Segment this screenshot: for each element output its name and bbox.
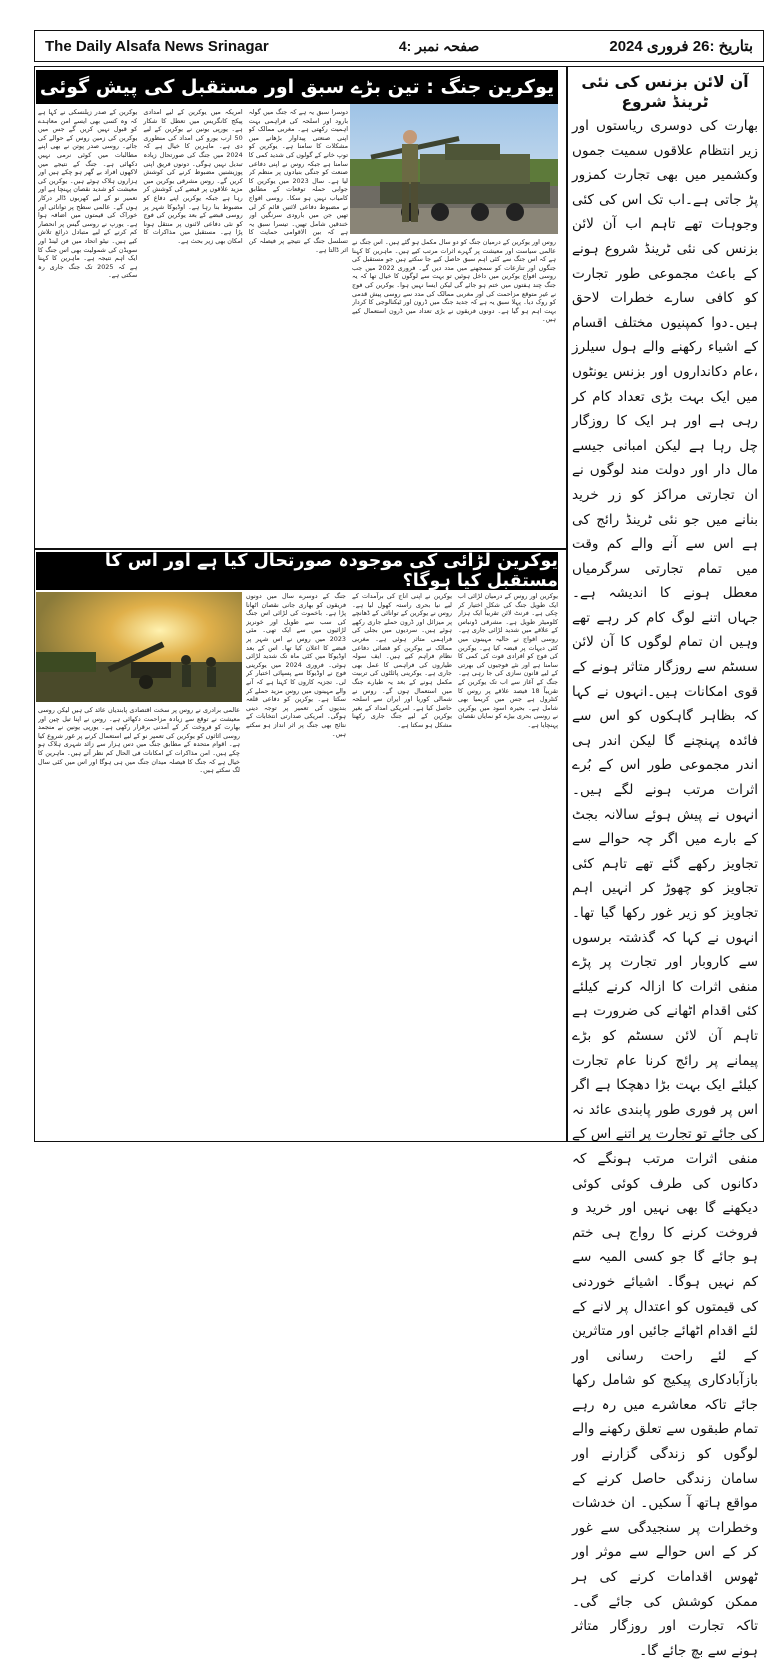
article1-columns-right bbox=[352, 238, 556, 544]
article1-text: امریکہ میں یوکرین کے لیے امدادی پیکج کانگریس میں تعطل کا شکار ہے۔ یورپی یونین نے یوکرین کے لیے 50 ارب یورو کی امداد کی منظوری دی ہے۔ ماہرین کا خیال ہے کہ 2024 میں جنگ کی صورتحال زیادہ تبدیل نہیں ہوگی۔ دونوں فریق اپنی پوزیشنیں مضبوط کرنے کی کوشش کریں گے۔ روس مشرقی یوکرین میں مزید علاقوں پر قبضے کی کوشش کر رہا ہے جبکہ یوکرین اپنے دفاع کو مضبوط بنا رہا ہے۔ اوڈیوکا شہر پر روسی قبضے کے بعد یوکرین کی فوج کو نئی دفاعی لائنوں پر منتقل ہونا پڑا ہے۔ مستقبل میں مذاکرات کا امکان بھی زیر بحث ہے۔ bbox=[143, 108, 243, 245]
article1-text: یوکرین کے صدر زیلنسکی نے کہا ہے کہ وہ کسی بھی ایسے امن معاہدے کو قبول نہیں کریں گے جس میں یوکرین کی زمین روس کے حوالے کی جائے۔ روسی صدر پوتن نے بھی اپنے مطالبات میں کوئی نرمی نہیں دکھائی ہے۔ جنگ کے نتیجے میں لاکھوں افراد بے گھر ہو چکے ہیں اور ہزاروں ہلاک ہوئے ہیں۔ یوکرین کی معیشت کو شدید نقصان پہنچا ہے اور تعمیر نو کے لیے کھربوں ڈالر درکار ہوں گے۔ عالمی سطح پر توانائی اور خوراک کی قیمتوں میں اضافہ ہوا ہے۔ یورپ نے روسی گیس پر انحصار کم کرنے کے لیے متبادل ذرائع تلاش کیے ہیں۔ نیٹو اتحاد میں فن لینڈ اور سویڈن کی شمولیت بھی اس جنگ کا ایک اہم نتیجہ ہے۔ ماہرین کا کہنا ہے کہ 2025 تک جنگ جاری رہ سکتی ہے۔ bbox=[38, 108, 138, 280]
newspaper-name: The Daily Alsafa News Srinagar bbox=[45, 37, 269, 55]
article2-text: جنگ کے دوسرے سال میں دونوں فریقوں کو بھاری جانی نقصان اٹھانا پڑا ہے۔ باخموت کی لڑائی اس جنگ کی سب سے طویل اور خونریز لڑائیوں میں سے ایک تھی۔ مئی 2023 میں روس نے اس شہر پر قبضے کا اعلان کیا تھا۔ اس کے بعد اوڈیوکا میں کئی ماہ تک شدید لڑائی ہوئی۔ فروری 2024 میں یوکرینی فوج نے اوڈیوکا سے پسپائی اختیار کر لی۔ تجزیہ کاروں کا کہنا ہے کہ آنے والے مہینوں میں روس مزید حملے کر سکتا ہے۔ یوکرین کو دفاعی قلعہ بندیوں کی تعمیر پر توجہ دینی ہوگی۔ امریکی صدارتی انتخابات کے نتائج بھی جنگ پر اثر انداز ہو سکتے ہیں۔ bbox=[246, 592, 346, 738]
article1-columns-left bbox=[38, 108, 348, 544]
article1-text: دوسرا سبق یہ ہے کہ جنگ میں گولہ بارود اور اسلحہ کی فراہمی بہت اہمیت رکھتی ہے۔ مغربی ممالک کو اپنی صنعتی پیداوار بڑھانے میں مشکلات کا سامنا ہے۔ یوکرین کو توپ خانے کے گولوں کی شدید کمی کا سامنا ہے جبکہ روس نے اپنی دفاعی صنعت کو جنگی بنیادوں پر منظم کر لیا ہے۔ سال 2023 میں یوکرین کا جوابی حملہ توقعات کے مطابق کامیاب نہیں ہو سکا۔ روسی افواج نے مضبوط دفاعی لائنیں قائم کر لی تھیں جن میں بارودی سرنگیں اور خندقیں شامل تھیں۔ تیسرا سبق یہ ہے کہ بین الاقوامی حمایت کا تسلسل جنگ کے نتیجے پر فیصلہ کن اثر ڈالتا ہے۔ bbox=[248, 108, 348, 254]
article1-column bbox=[38, 108, 137, 544]
article1-column bbox=[352, 238, 556, 544]
issue-date: بتاریخ :26 فروری 2024 bbox=[609, 38, 753, 55]
article3-body: بھارت کی دوسری ریاستوں اور زیر انتظام علاقوں سمیت جموں وکشمیر میں بھی تجارت کمزور پڑ جاتی ہے۔اب تک اس کی کئی وجوہات تھے تاہم اب آن لائن بزنس کی نئی ٹرینڈ شروع ہونے کے باعث مجموعی طور تجارت کو کافی سارے خطرات لاحق ہیں۔دوا کمپنیوں مختلف اقسام کے اشیاء رکھنے والے ہول سیلرز ،عام دکانداروں اور بزنس یونٹوں میں ایک بہت بڑی تعداد کام کر رہی ہے اور ہر ایک کا روزگار چل رہا ہے لیکن امبانی جیسے مال دار اور دولت مند لوگوں نے ان تجارتی مراکز کو زر خرید بنانے میں جو نئی ٹرینڈ رائج کی ہے اس سے آنے والے کم وقت میں تمام تجارتی سرگرمیاں معطل ہونے کا اندیشہ ہے۔ جہاں اتنے لوگ کام کر رہے تھے وہیں ان تمام لوگوں کا آن لائن سسٹم سے روزگار متاثر ہونے کے قوی امکانات ہیں۔انہوں نے کہا کہ بظاہر گاہکوں کو اس سے فائدہ پہنچنے گا لیکن اندر ہی اندر مجموعی طور اس کے بُرے اثرات مرتب ہونے لگے ہیں۔انہوں نے پیش ہوئے سالانہ بجٹ کے بارے میں اگر چہ حوالے سے تجاویز رکھے گئے تھے تاہم کئی تجاویز کو چھوڑ کر انہیں اہم تجاویز کو زیر غور رکھا گیا تھا۔انہوں نے کہا کہ گذشتہ برسوں سے کاروبار اور تجارت پر پڑے منفی اثرات کا ازالہ کرنے کیلئے کئی اقدام اٹھانے کی ضرورت ہے تاہم آن لائن سسٹم کو بڑے پیمانے پر رائج کرنا عام تجارت کیلئے ایک بہت بڑا دھچکا ہے اگر اس پر فوری طور پابندی عائد نہ کی جائے تو تجارت پر اتنے اس کے منفی اثرات مرتب ہونگے کہ دکانوں کی طرف کوئی کوئی دیکھنے گا بھی نہیں اور خرید و فروخت کرنے کا رواج ہی ختم ہو جائے گا جو کسی المیہ سے کم نہیں ہوگا۔ اشیائے خوردنی کی قیمتوں کو اعتدال پر لانے کے لئے اقدام اٹھائے جائیں اور متاثرین کے لئے راحت رسانی اور بازآبادکاری پیکیج کو شامل رکھا جائے تاکہ معاشرے میں رہ رہے تمام طبقوں سے تعلق رکھنے والے لوگوں کو زندگی گزارنے اور سامان زندگی حاصل کرنے کے مواقع ہاتھ آ سکیں۔ ان خدشات وخطرات پر سنجیدگی سے غور کر کے اس حوالے سے موثر اور ٹھوس اقدامات کرنے کی ہر ممکن کوشش کی جائے گی۔ تاکہ تجارت اور روزگار متاثر ہونے سے بچ جائے گا۔ bbox=[572, 118, 758, 1659]
article1-column bbox=[143, 108, 242, 544]
article1-column bbox=[249, 108, 348, 544]
article-divider bbox=[34, 548, 566, 550]
article1-text: روس اور یوکرین کے درمیان جنگ کو دو سال مکمل ہو گئے ہیں۔ اس جنگ نے عالمی سیاست اور معیشت پر گہرے اثرات مرتب کیے ہیں۔ ماہرین کا کہنا ہے کہ اس جنگ سے کئی اہم سبق حاصل کیے جا سکتے ہیں جو مستقبل کی جنگوں اور تنازعات کو سمجھنے میں مدد دیں گے۔ فروری 2022 میں جب روسی افواج یوکرین میں داخل ہوئیں تو بہت سے لوگوں کا خیال تھا کہ یہ جنگ چند ہفتوں میں ختم ہو جائے گی لیکن ایسا نہیں ہوا۔ یوکرین کی فوج نے غیر متوقع مزاحمت کی اور مغربی ممالک کی مدد سے روسی پیش قدمی کو روک دیا۔ پہلا سبق یہ ہے کہ جدید جنگ میں ڈرون اور ٹیکنالوجی کا کردار بہت اہم ہو گیا ہے۔ دونوں فریقوں نے بڑی تعداد میں ڈرون استعمال کیے ہیں۔ bbox=[352, 238, 556, 324]
page-number: صفحہ نمبر :4 bbox=[398, 37, 480, 54]
article2-photo bbox=[36, 592, 242, 702]
article2-columns-left bbox=[38, 706, 240, 1140]
article2-text: یوکرین اور روس کے درمیان لڑائی اب ایک طویل جنگ کی شکل اختیار کر چکی ہے۔ فرنٹ لائن تقریباً ایک ہزار کلومیٹر طویل ہے۔ مشرقی ڈونباس کے علاقے میں شدید لڑائی جاری ہے۔ روسی افواج نے حالیہ مہینوں میں کئی دیہات پر قبضہ کیا ہے۔ یوکرین کی فوج کو افرادی قوت کی کمی کا سامنا ہے اور نئے فوجیوں کی بھرتی کے لیے قانون سازی کی جا رہی ہے۔ جنگ کے آغاز سے اب تک یوکرین کے تقریباً 18 فیصد علاقے پر روس کا کنٹرول ہے جس میں کریمیا بھی شامل ہے۔ بحیرہ اسود میں یوکرین نے روسی بحری بیڑے کو نمایاں نقصان پہنچایا ہے۔ bbox=[458, 592, 558, 729]
article2-column bbox=[352, 592, 452, 1140]
article2-column bbox=[246, 592, 346, 1140]
article2-headline: یوکرین لڑائی کی موجودہ صورتحال کیا ہے اور اس کا مستقبل کیا ہوگا؟ bbox=[36, 552, 558, 590]
article2-column bbox=[458, 592, 558, 1140]
article1-photo bbox=[350, 104, 558, 234]
column-divider bbox=[566, 66, 568, 1142]
article2-columns-right bbox=[246, 592, 558, 1140]
article2-text: عالمی برادری نے روس پر سخت اقتصادی پابندیاں عائد کی ہیں لیکن روسی معیشت نے توقع سے زیادہ مزاحمت دکھائی ہے۔ روس نے اپنا تیل چین اور بھارت کو فروخت کر کے آمدنی برقرار رکھی ہے۔ یورپی یونین نے منجمد روسی اثاثوں کو یوکرین کی تعمیر نو کے لیے استعمال کرنے پر غور شروع کیا ہے۔ اقوام متحدہ کے مطابق جنگ میں دس ہزار سے زائد شہری ہلاک ہو چکے ہیں۔ امن مذاکرات کے امکانات فی الحال کم نظر آتے ہیں۔ ماہرین کا خیال ہے کہ جنگ کا فیصلہ میدان جنگ میں ہی ہوگا اور اس میں کئی سال لگ سکتے ہیں۔ bbox=[38, 706, 240, 775]
article2-text: یوکرین نے اپنی اناج کی برآمدات کے لیے نیا بحری راستہ کھول لیا ہے۔ روس نے یوکرین کے توانائی کے ڈھانچے پر میزائل اور ڈرون حملے جاری رکھے ہوئے ہیں۔ سردیوں میں بجلی کی فراہمی متاثر ہوئی ہے۔ مغربی ممالک نے یوکرین کو فضائی دفاعی نظام فراہم کیے ہیں۔ ایف سولہ طیاروں کی فراہمی کا عمل بھی جاری ہے۔ یوکرینی پائلٹوں کی تربیت مکمل ہونے کے بعد یہ طیارے جنگ میں استعمال ہوں گے۔ روس نے شمالی کوریا اور ایران سے اسلحہ حاصل کیا ہے۔ امریکی امداد کے بغیر یوکرین کے لیے جنگ جاری رکھنا مشکل ہو سکتا ہے۔ bbox=[352, 592, 452, 729]
article3 bbox=[572, 70, 758, 1659]
article1-headline: یوکرین جنگ : تین بڑے سبق اور مستقبل کی پیش گوئی bbox=[36, 70, 558, 104]
article2-column bbox=[38, 706, 240, 1140]
masthead bbox=[34, 30, 764, 62]
article3-headline: آن لائن بزنس کی نئی ٹرینڈ شروع bbox=[581, 73, 749, 111]
